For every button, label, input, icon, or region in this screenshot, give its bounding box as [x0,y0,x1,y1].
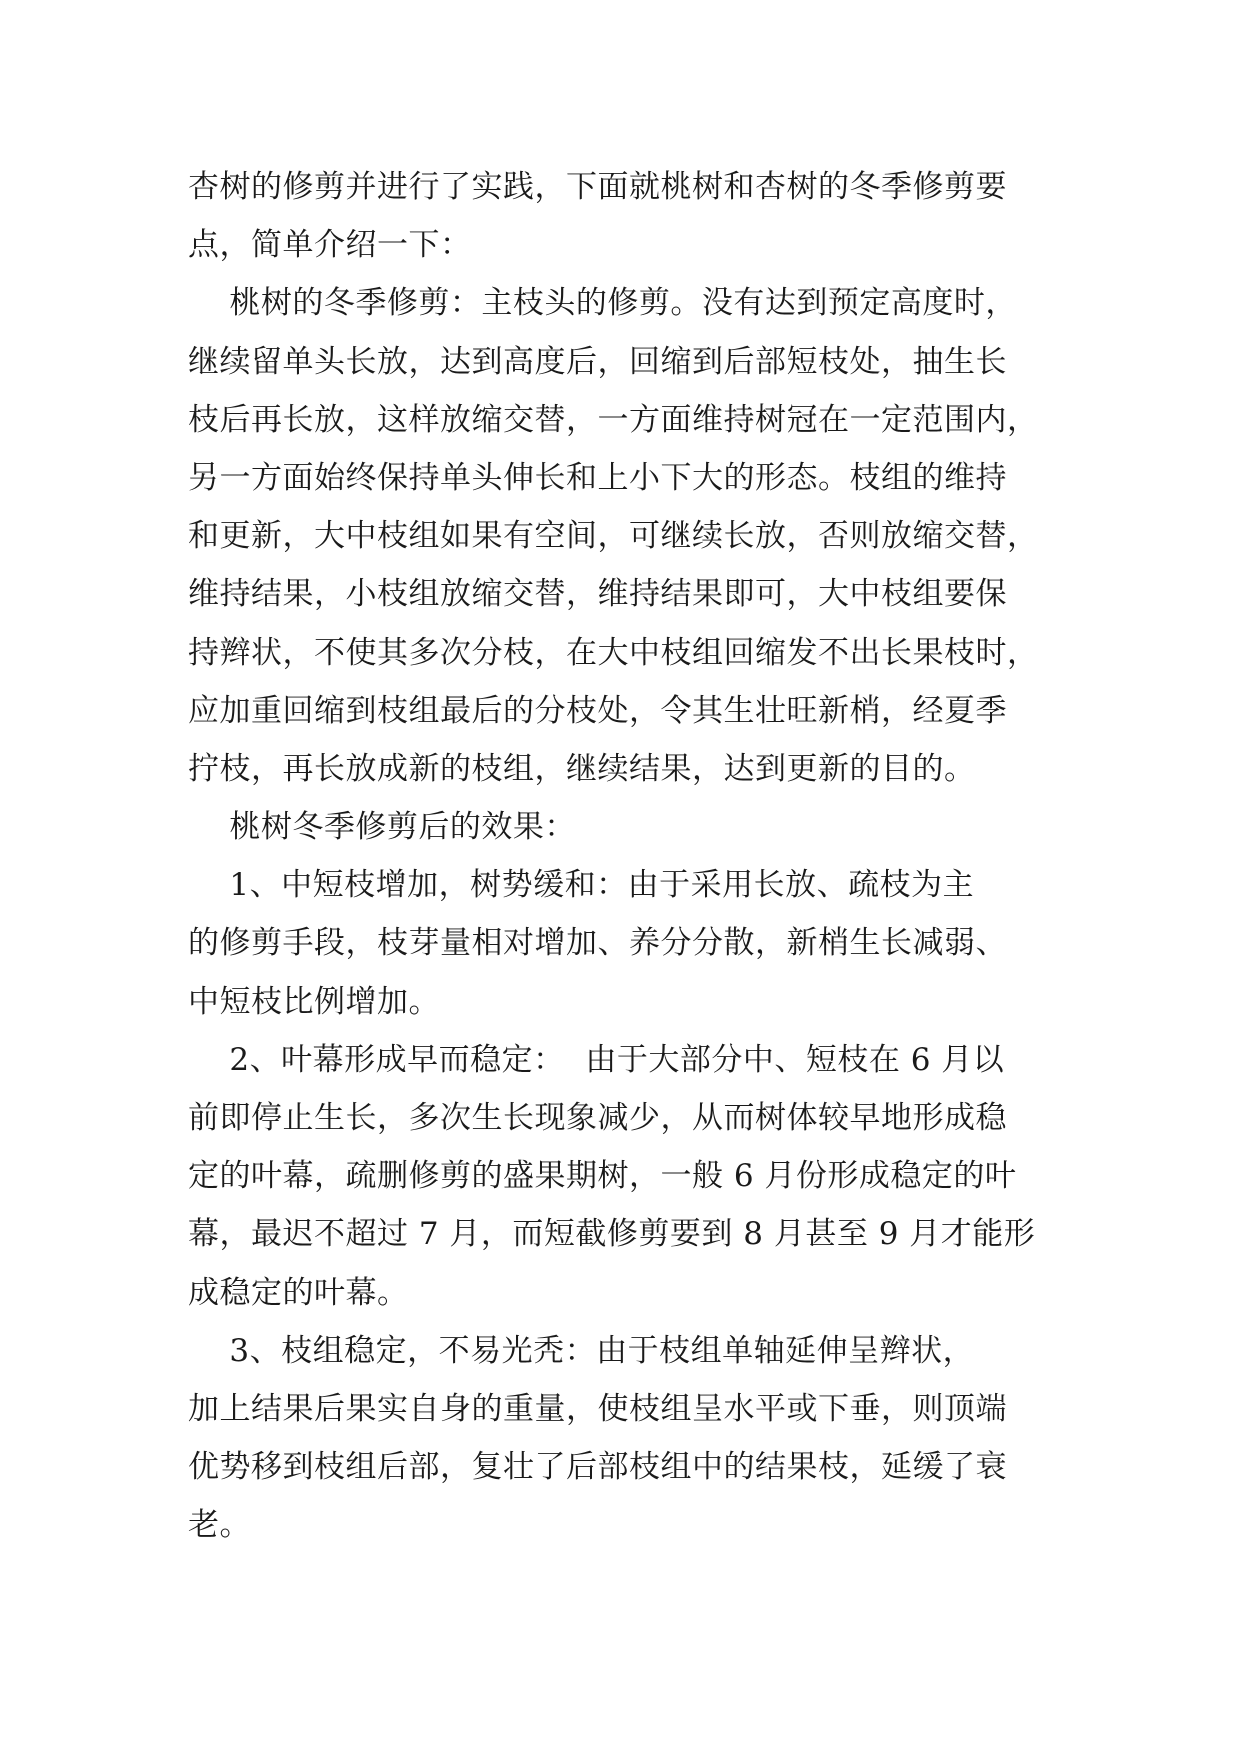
list-item-line: 3、枝组稳定，不易光秃：由于枝组单轴延伸呈辫状， [188,1332,975,1369]
text-line: 和更新，大中枝组如果有空间，可继续长放，否则放缩交替， [188,518,1039,555]
text-line: 幕，最迟不超过 7 月，而短截修剪要到 8 月甚至 9 月才能形 [188,1216,1036,1253]
text-line: 点，简单介绍一下： [188,227,472,264]
text-line: 另一方面始终保持单头伸长和上小下大的形态。枝组的维持 [188,459,1007,496]
text-line: 应加重回缩到枝组最后的分枝处，令其生壮旺新梢，经夏季 [188,692,1007,729]
list-item-line: 2、叶幕形成早而稳定： 由于大部分中、短枝在 6 月以 [188,1041,1005,1078]
body-text [188,158,1068,1555]
text-line: 中短枝比例增加。 [188,983,440,1020]
text-line: 杏树的修剪并进行了实践，下面就桃树和杏树的冬季修剪要 [188,169,1007,205]
list-item-line: 1、中短枝增加，树势缓和：由于采用长放、疏枝为主 [188,867,975,904]
text-line: 成稳定的叶幕。 [188,1274,409,1311]
text-line: 拧枝，再长放成新的枝组，继续结果，达到更新的目的。 [188,750,976,787]
text-line: 的修剪手段，枝芽量相对增加、养分分散，新梢生长减弱、 [188,925,1007,962]
text-line: 优势移到枝组后部，复壮了后部枝组中的结果枝，延缓了衰 [188,1449,1007,1486]
text-line: 维持结果，小枝组放缩交替，维持结果即可，大中枝组要保 [188,576,1007,613]
paragraph-line: 桃树的冬季修剪：主枝头的修剪。没有达到预定高度时， [188,285,1017,322]
section-heading-line: 桃树冬季修剪后的效果： [188,809,576,846]
text-line: 前即停止生长，多次生长现象减少，从而树体较早地形成稳 [188,1100,1007,1136]
text-line: 加上结果后果实自身的重量，使枝组呈水平或下垂，则顶端 [188,1390,1007,1427]
text-line: 枝后再长放，这样放缩交替，一方面维持树冠在一定范围内， [188,401,1039,438]
text-line: 定的叶幕，疏删修剪的盛果期树，一般 6 月份形成稳定的叶 [188,1158,1017,1195]
text-line: 持辫状，不使其多次分枝，在大中枝组回缩发不出长果枝时， [188,634,1039,671]
text-line: 继续留单头长放，达到高度后，回缩到后部短枝处，抽生长 [188,343,1007,380]
text-line: 老。 [188,1507,251,1544]
